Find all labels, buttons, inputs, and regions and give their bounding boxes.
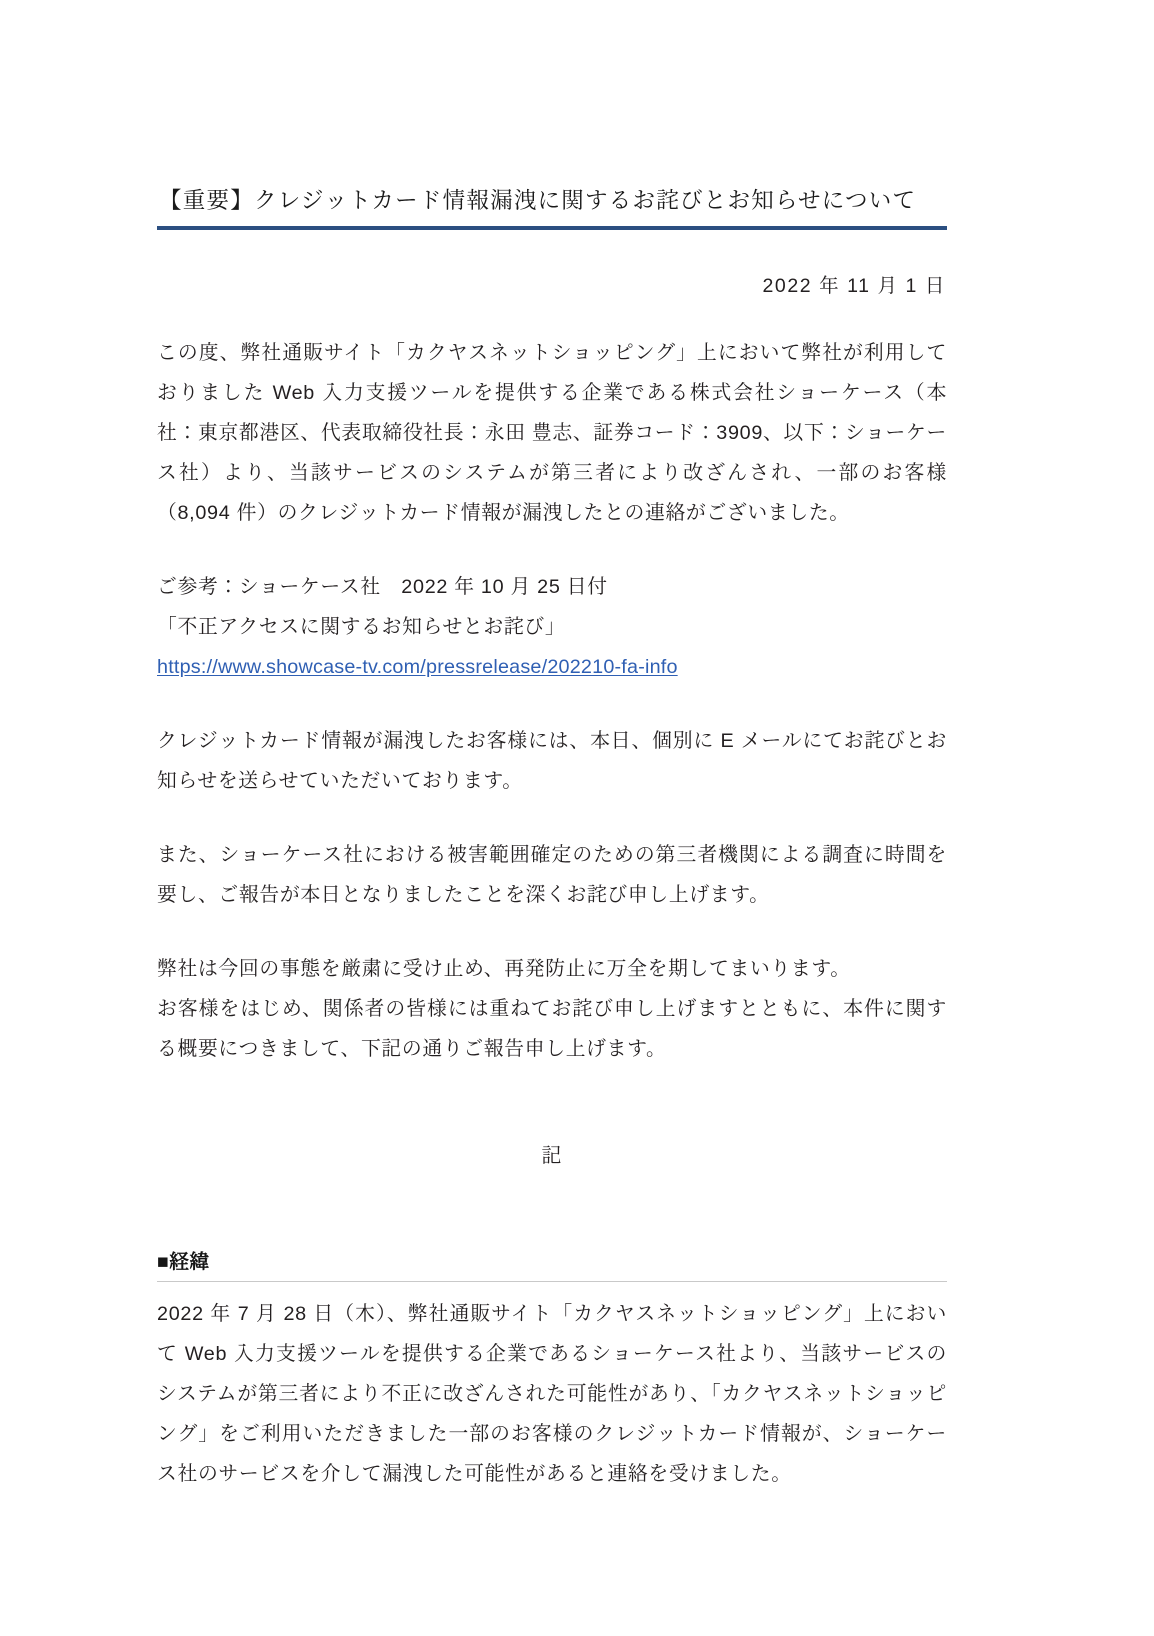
page-title: 【重要】クレジットカード情報漏洩に関するお詫びとお知らせについて <box>159 188 917 213</box>
paragraph-closing-line-2: お客様をはじめ、関係者の皆様には重ねてお詫び申し上げますとともに、本件に関する概要につきまして、下記の通りご報告申し上げます。 <box>157 998 947 1061</box>
section-heading-keii: ■経緯 <box>157 1251 210 1274</box>
reference-url-line <box>157 647 947 687</box>
title-divider <box>157 226 947 230</box>
reference-title: 「不正アクセスに関するお知らせとお詫び」 <box>157 616 566 639</box>
reference-url-link[interactable]: https://www.showcase-tv.com/pressrelease/202210-fa-info <box>157 656 678 679</box>
reference-label: ご参考：ショーケース社 2022 年 10 月 25 日付 <box>157 576 608 599</box>
ki-mark: 記 <box>541 1145 563 1168</box>
document-content <box>157 186 947 1494</box>
paragraph-delay-apology: また、ショーケース社における被害範囲確定のための第三者機関による調査に時間を要し、ご報告が本日となりましたことを深くお詫び申し上げます。 <box>157 844 947 907</box>
paragraph-notification: クレジットカード情報が漏洩したお客様には、本日、個別に E メールにてお詫びとお知らせを送らせていただいております。 <box>157 730 947 793</box>
document-date: 2022 年 11 月 1 日 <box>762 275 946 298</box>
paragraph-intro: この度、弊社通販サイト「カクヤスネットショッピング」上において弊社が利用しておりました Web 入力支援ツールを提供する企業である株式会社ショーケース（本社：東京都港区、代表取締役社長：永田 豊志、証券コード：3909、以下：ショーケース社）より、当該サービスのシステムが第三者により改ざんされ、一部のお客様（8,094 件）のクレジットカード情報が漏洩したとの連絡がございました。 <box>157 342 947 525</box>
paragraph-closing-line-1: 弊社は今回の事態を厳粛に受け止め、再発防止に万全を期してまいります。 <box>157 958 851 981</box>
section-divider <box>157 1281 947 1282</box>
section-body-keii: 2022 年 7 月 28 日（木）、弊社通販サイト「カクヤスネットショッピング」上において Web 入力支援ツールを提供する企業であるショーケース社より、当該サービスのシステムが第三者により不正に改ざんされた可能性があり、「カクヤスネットショッピング」をご利用いただきました一部のお客様のクレジットカード情報が、ショーケース社のサービスを介して漏洩した可能性があると連絡を受けました。 <box>157 1303 947 1486</box>
